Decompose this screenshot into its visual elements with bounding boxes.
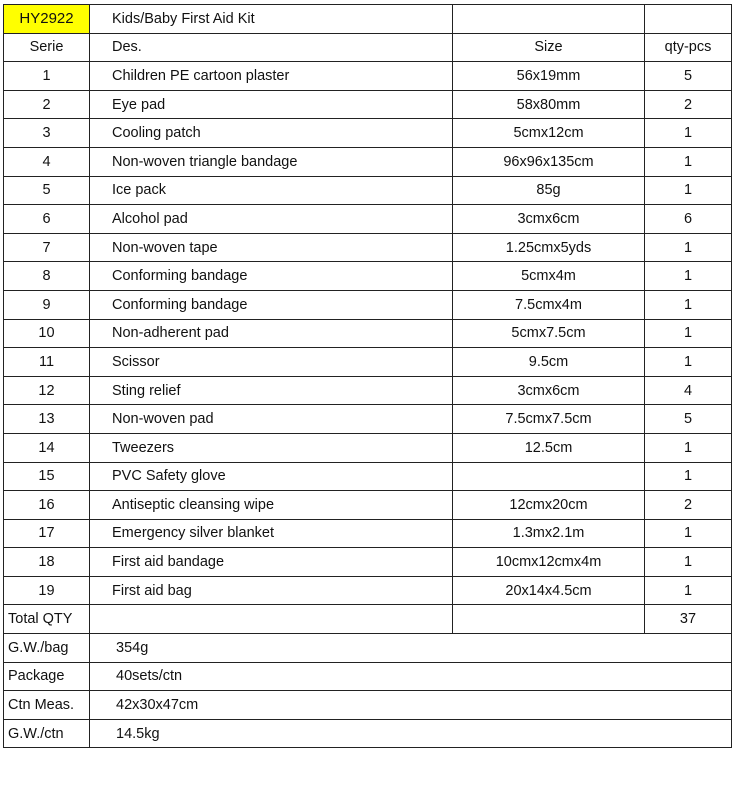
item-qty: 1: [645, 519, 732, 548]
column-header-row: [4, 33, 732, 62]
item-qty: 1: [645, 233, 732, 262]
footer-value: 40sets/ctn: [90, 662, 732, 691]
item-serie: 11: [4, 348, 90, 377]
item-size: 12.5cm: [453, 433, 645, 462]
summary-body: [4, 605, 732, 634]
item-qty: 1: [645, 262, 732, 291]
item-qty: 6: [645, 205, 732, 234]
item-serie: 1: [4, 62, 90, 91]
table-row: [4, 376, 732, 405]
item-description: Eye pad: [90, 90, 453, 119]
item-size: 56x19mm: [453, 62, 645, 91]
item-size: 3cmx6cm: [453, 205, 645, 234]
table-row: [4, 119, 732, 148]
item-size: 12cmx20cm: [453, 491, 645, 520]
item-description: Alcohol pad: [90, 205, 453, 234]
item-qty: 1: [645, 348, 732, 377]
item-qty: 1: [645, 147, 732, 176]
table-row: [4, 176, 732, 205]
footer-label: Ctn Meas.: [4, 691, 90, 720]
footer-label: Package: [4, 662, 90, 691]
item-serie: 3: [4, 119, 90, 148]
table-row: [4, 262, 732, 291]
item-description: Ice pack: [90, 176, 453, 205]
item-description: Non-woven triangle bandage: [90, 147, 453, 176]
item-description: Non-woven tape: [90, 233, 453, 262]
item-serie: 14: [4, 433, 90, 462]
column-header-qty: qty-pcs: [645, 33, 732, 62]
item-size: 20x14x4.5cm: [453, 576, 645, 605]
item-size: [453, 462, 645, 491]
item-size: 3cmx6cm: [453, 376, 645, 405]
item-description: Non-woven pad: [90, 405, 453, 434]
table-row: [4, 90, 732, 119]
item-serie: 18: [4, 548, 90, 577]
item-size: 58x80mm: [453, 90, 645, 119]
items-body: [4, 62, 732, 605]
footer-row: [4, 691, 732, 720]
item-size: 9.5cm: [453, 348, 645, 377]
item-size: 5cmx4m: [453, 262, 645, 291]
table-row: [4, 147, 732, 176]
item-description: Conforming bandage: [90, 290, 453, 319]
item-serie: 17: [4, 519, 90, 548]
item-description: Scissor: [90, 348, 453, 377]
table-row: [4, 433, 732, 462]
header-empty-qty: [645, 5, 732, 34]
item-description: First aid bandage: [90, 548, 453, 577]
item-qty: 1: [645, 319, 732, 348]
item-qty: 1: [645, 576, 732, 605]
footer-value: 42x30x47cm: [90, 691, 732, 720]
item-serie: 8: [4, 262, 90, 291]
table-row: [4, 319, 732, 348]
column-header-serie: Serie: [4, 33, 90, 62]
table-row: [4, 205, 732, 234]
item-qty: 2: [645, 491, 732, 520]
item-qty: 1: [645, 433, 732, 462]
table-row: [4, 405, 732, 434]
total-value: 37: [645, 605, 732, 634]
item-description: Non-adherent pad: [90, 319, 453, 348]
item-qty: 1: [645, 119, 732, 148]
product-code: HY2922: [4, 5, 90, 34]
item-serie: 2: [4, 90, 90, 119]
item-size: 5cmx12cm: [453, 119, 645, 148]
first-aid-kit-table: [3, 4, 732, 748]
footer-row: [4, 662, 732, 691]
item-serie: 6: [4, 205, 90, 234]
item-qty: 2: [645, 90, 732, 119]
item-serie: 7: [4, 233, 90, 262]
item-serie: 16: [4, 491, 90, 520]
item-serie: 4: [4, 147, 90, 176]
item-description: PVC Safety glove: [90, 462, 453, 491]
table-row: [4, 233, 732, 262]
table-row: [4, 462, 732, 491]
item-description: Antiseptic cleansing wipe: [90, 491, 453, 520]
table-row: [4, 62, 732, 91]
item-description: Conforming bandage: [90, 262, 453, 291]
item-serie: 5: [4, 176, 90, 205]
item-description: Emergency silver blanket: [90, 519, 453, 548]
item-qty: 1: [645, 548, 732, 577]
total-empty-size: [453, 605, 645, 634]
table-row: [4, 548, 732, 577]
item-size: 7.5cmx7.5cm: [453, 405, 645, 434]
item-qty: 1: [645, 462, 732, 491]
item-qty: 1: [645, 290, 732, 319]
item-description: Sting relief: [90, 376, 453, 405]
item-size: 1.3mx2.1m: [453, 519, 645, 548]
table-row: [4, 519, 732, 548]
table-row: [4, 576, 732, 605]
item-serie: 12: [4, 376, 90, 405]
footer-value: 14.5kg: [90, 719, 732, 748]
product-title: Kids/Baby First Aid Kit: [90, 5, 453, 34]
item-serie: 10: [4, 319, 90, 348]
table-row: [4, 290, 732, 319]
column-header-des: Des.: [90, 33, 453, 62]
footer-body: [4, 634, 732, 748]
item-qty: 5: [645, 62, 732, 91]
item-qty: 5: [645, 405, 732, 434]
total-row: [4, 605, 732, 634]
table-row: [4, 491, 732, 520]
footer-label: G.W./ctn: [4, 719, 90, 748]
column-header-size: Size: [453, 33, 645, 62]
item-serie: 15: [4, 462, 90, 491]
item-description: Children PE cartoon plaster: [90, 62, 453, 91]
item-serie: 13: [4, 405, 90, 434]
total-label: Total QTY: [4, 605, 90, 634]
table-row: [4, 348, 732, 377]
item-qty: 4: [645, 376, 732, 405]
footer-row: [4, 719, 732, 748]
footer-row: [4, 634, 732, 663]
table-body: [4, 5, 732, 62]
item-serie: 19: [4, 576, 90, 605]
item-size: 5cmx7.5cm: [453, 319, 645, 348]
item-qty: 1: [645, 176, 732, 205]
item-size: 10cmx12cmx4m: [453, 548, 645, 577]
header-empty-size: [453, 5, 645, 34]
item-description: Cooling patch: [90, 119, 453, 148]
footer-value: 354g: [90, 634, 732, 663]
item-size: 1.25cmx5yds: [453, 233, 645, 262]
header-row: [4, 5, 732, 34]
item-size: 85g: [453, 176, 645, 205]
item-description: First aid bag: [90, 576, 453, 605]
total-empty-des: [90, 605, 453, 634]
item-size: 96x96x135cm: [453, 147, 645, 176]
item-description: Tweezers: [90, 433, 453, 462]
item-serie: 9: [4, 290, 90, 319]
footer-label: G.W./bag: [4, 634, 90, 663]
item-size: 7.5cmx4m: [453, 290, 645, 319]
